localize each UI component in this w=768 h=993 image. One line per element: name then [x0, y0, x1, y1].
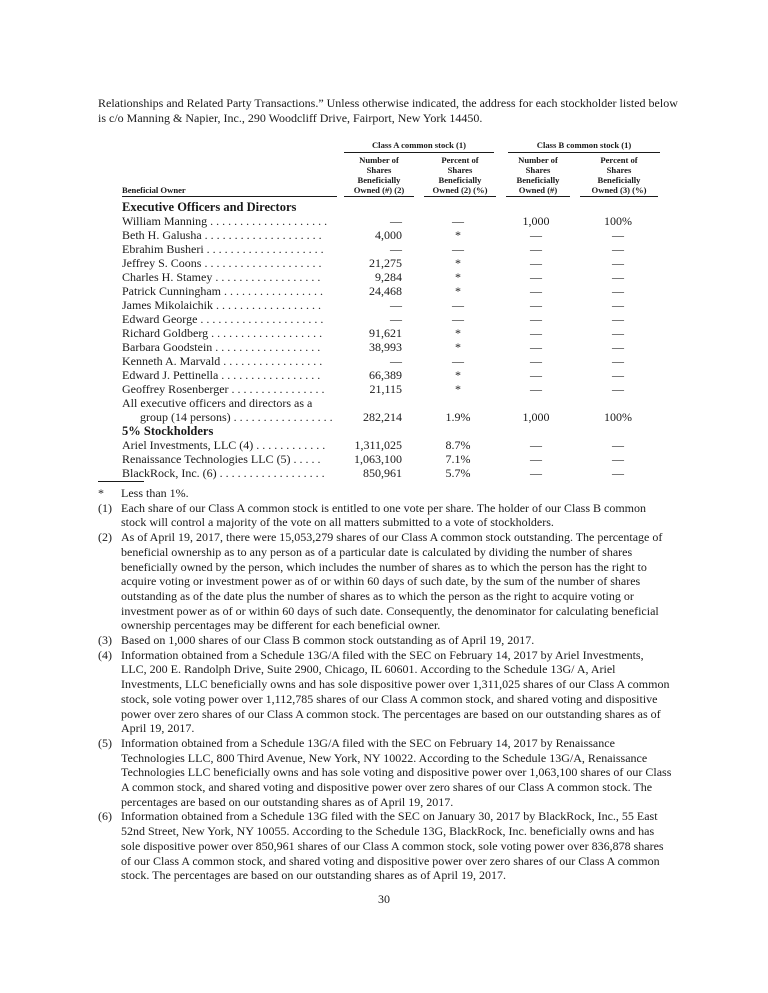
page-number: 30 [378, 892, 390, 906]
table-row: William Manning . . . . . . . . . . . . . . . . . . . . — — 1,000 100% [122, 214, 632, 228]
col-a-number-header: Number of Shares Beneficially Owned (#) (2) [344, 155, 414, 197]
table-row: Edward J. Pettinella . . . . . . . . . . . . . . . . . 66,389 * — — [122, 368, 624, 382]
footnote: (5) Information obtained from a Schedule 13G/A filed with the SEC on February 14, 2017 by Renaissance Technologies LLC, 800 Third Avenue, New York, NY 10022. According to the Schedule 13G/A, Renaissance Technologies LLC beneficially owns and has sole voting and dispositive power over 1,063,100 shares of our Class A common stock, and shared voting and dispositive power over zero shares of our Class A common stock. The percentages are based on our outstanding shares as of April 19, 2017. [98, 735, 672, 809]
section-heading-5pct: 5% Stockholders [122, 424, 214, 438]
footnote: (6) Information obtained from a Schedule 13G filed with the SEC on January 30, 2017 by BlackRock, Inc., 55 East 52nd Street, New York, NY 10055. According to the Schedule 13G, BlackRock, Inc. beneficially owns and has sole dispositive power over 850,961 shares of our Class A common stock, sole voting power over 836,878 shares of our Class A common stock, and shared voting and dispositive power over zero shares of our Class A common stock. The percentages are based on our outstanding shares as of April 19, 2017. [98, 809, 664, 883]
table-row: Charles H. Stamey . . . . . . . . . . . . . . . . . . 9,284 * — — [122, 270, 624, 284]
table-row: Ebrahim Busheri . . . . . . . . . . . . . . . . . . . . — — — — [122, 242, 624, 256]
footnote: (4) Information obtained from a Schedule 13G/A filed with the SEC on February 14, 2017 by Ariel Investments, LLC, 200 E. Randolph Drive, Suite 2900, Chicago, IL 60601. According to the Schedule 13G/ A, Ariel Investments, LLC beneficially owns and has sole dispositive power over 1,311,025 shares of our Class A common stock, sole voting power over 1,112,785 shares of our Class A common stock, and shared voting and dispositive power over zero shares of our Class A common stock. The percentages are based on our outstanding shares as of April 19, 2017. [98, 647, 670, 736]
intro-text: Relationships and Related Party Transactions.” Unless otherwise indicated, the address for each stockholder listed below is c/o Manning & Napier, Inc., 290 Woodcliff Drive, Fairport, New York 14450. [98, 96, 678, 125]
table-row-group-total: All executive officers and directors as a group (14 persons) . . . . . . . . . . . . . . . . . 282,214 1.9% 1,000 100% [122, 396, 632, 424]
footnote-divider [98, 481, 144, 482]
table-row: Beth H. Galusha . . . . . . . . . . . . . . . . . . . . 4,000 * — — [122, 228, 624, 242]
table-row: Renaissance Technologies LLC (5) . . . . . 1,063,100 7.1% — — [122, 452, 624, 466]
table-row: Patrick Cunningham . . . . . . . . . . . . . . . . . 24,468 * — — [122, 284, 624, 298]
table-row: Kenneth A. Marvald . . . . . . . . . . . . . . . . . — — — — [122, 354, 624, 368]
intro-paragraph [98, 96, 678, 126]
table-row: James Mikolaichik . . . . . . . . . . . . . . . . . . — — — — [122, 298, 624, 312]
class-b-group-header: Class B common stock (1) [508, 140, 660, 153]
beneficial-owner-header: Beneficial Owner [122, 185, 337, 197]
col-a-percent-header: Percent of Shares Beneficially Owned (2) (%) [424, 155, 496, 197]
table-row: Barbara Goodstein . . . . . . . . . . . . . . . . . . 38,993 * — — [122, 340, 624, 354]
footnote: * Less than 1%. [98, 486, 189, 500]
footnote: (3) Based on 1,000 shares of our Class B common stock outstanding as of April 19, 2017. [98, 633, 535, 648]
class-a-group-header: Class A common stock (1) [344, 140, 494, 153]
col-b-percent-header: Percent of Shares Beneficially Owned (3) (%) [580, 155, 658, 197]
footnote: (2) As of April 19, 2017, there were 15,053,279 shares of our Class A common stock outstanding. The percentage of beneficial ownership as to any person as of a particular date is calculated by dividing the number of shares beneficially owned by the person, which includes the number of shares as to which the person has the right to acquire voting or investment power as of or within 60 days of such date, by the sum of the number of shares outstanding as of the date plus the number of shares as to which the person as the right to acquire voting or investment power as of or within 60 days of such date. Consequently, the denominator for calculating beneficial ownership percentages may be different for each beneficial owner. [98, 530, 663, 633]
table-row: BlackRock, Inc. (6) . . . . . . . . . . . . . . . . . . 850,961 5.7% — — [122, 466, 624, 480]
col-b-number-header: Number of Shares Beneficially Owned (#) [506, 155, 570, 197]
table-row: Edward George . . . . . . . . . . . . . . . . . . . . . — — — — [122, 312, 624, 326]
table-row: Geoffrey Rosenberger . . . . . . . . . . . . . . . . 21,115 * — — [122, 382, 624, 396]
footnotes [98, 486, 672, 883]
table-body [122, 200, 642, 480]
table-row: Jeffrey S. Coons . . . . . . . . . . . . . . . . . . . . 21,275 * — — [122, 256, 624, 270]
table-row: Richard Goldberg . . . . . . . . . . . . . . . . . . . 91,621 * — — [122, 326, 624, 340]
table-row: Ariel Investments, LLC (4) . . . . . . . . . . . . 1,311,025 8.7% — — [122, 438, 624, 452]
section-heading-exec: Executive Officers and Directors [122, 200, 297, 214]
footnote: (1) Each share of our Class A common stock is entitled to one vote per share. The holder of our Class B common stock will control a majority of the vote on all matters submitted to a vote of stockholders. [98, 500, 647, 530]
